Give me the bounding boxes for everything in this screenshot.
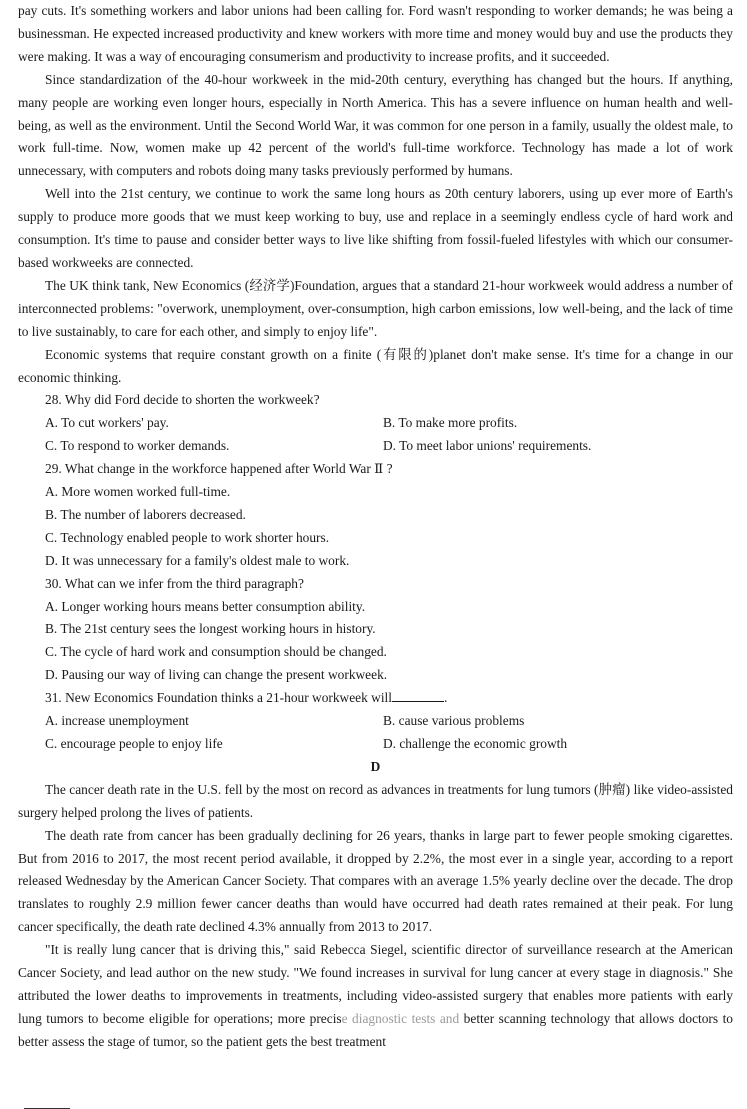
question-29 [18, 458, 733, 573]
option-a: A. increase unemployment [45, 713, 189, 729]
option-c: C. encourage people to enjoy life [45, 736, 223, 751]
option-d: D. Pausing our way of living can change the present workweek. [45, 667, 388, 683]
paragraph [18, 939, 733, 1054]
option-a: A. To cut workers' pay. [45, 415, 169, 431]
question-stem-text: 31. New Economics Foundation thinks a 21-hour workweek will [45, 690, 392, 706]
section-heading: D [370, 758, 381, 774]
question-28 [18, 389, 733, 458]
question-30 [18, 573, 733, 688]
paragraph: The UK think tank, New Economics (经济学)Foundation, argues that a standard 21-hour workweek would address a number of interconnected problems: "overwork, unemployment, over-consumption, high carbon emissions, low well-being, and the lack of time to live sustainably, to care for each other, and simply to enjoy life". [18, 277, 733, 339]
question-stem: 28. Why did Ford decide to shorten the workweek? [45, 392, 320, 408]
question-stem-end: . [444, 690, 448, 706]
paragraph: Since standardization of the 40-hour workweek in the mid-20th century, everything has changed but the hours. If anything, many people are working even longer hours, especially in North America. This has a severe influence on human health and well-being, as well as the environment. Until the Second World War, it was common for one person in a family, usually the oldest male, to work full-time. Now, women make up 42 percent of the world's full-time workforce. Technology has made a lot of work unnecessary, with computers and robots doing many tasks previously performed by humans. [18, 71, 733, 179]
option-b: B. To make more profits. [383, 415, 518, 431]
question-stem: 29. What change in the workforce happened after World War Ⅱ ? [45, 461, 393, 477]
option-c: C. The cycle of hard work and consumption should be changed. [45, 644, 387, 660]
passage-d [18, 779, 733, 1054]
smudged-text: e diagnostic tests and [341, 1010, 460, 1026]
answer-blank [392, 689, 444, 702]
option-b: B. The number of laborers decreased. [45, 506, 246, 522]
paragraph: The cancer death rate in the U.S. fell by the most on record as advances in treatments for lung tumors (肿瘤) like video-assisted surgery helped prolong the lives of patients. [18, 781, 733, 820]
paragraph: Well into the 21st century, we continue to work the same long hours as 20th century laborers, using up ever more of Earth's supply to produce more goods that we must keep working to buy, use and replace in a seemingly endless cycle of hard work and consumption. It's time to pause and consider better ways to live like shifting from fossil-fueled lifestyles with which our consumer-based workweeks are connected. [18, 186, 733, 270]
option-d: D. It was unnecessary for a family's oldest male to work. [45, 552, 350, 568]
option-c: C. Technology enabled people to work shorter hours. [45, 529, 330, 545]
paragraph: pay cuts. It's something workers and labor unions had been calling for. Ford wasn't responding to worker demands; he was being a businessman. He expected increased productivity and knew workers with more time and money would buy and use the products they were making. It was a way of encouraging consumerism and productivity to increase profits, and it succeeded. [18, 3, 733, 64]
paragraph: The death rate from cancer has been gradually declining for 26 years, thanks in large part to fewer people smoking cigarettes. But from 2016 to 2017, the most recent period available, it dropped by 2.2%, the most ever in a single year, according to a report released Wednesday by the American Cancer Society. That compares with an average 1.5% yearly decline over the decade. The drop translates to roughly 2.9 million fewer cancer deaths than would have occurred had death rates remained at their peak. For lung cancer specifically, the death rate declined 4.3% annually from 2013 to 2017. [18, 827, 733, 935]
option-b: B. cause various problems [383, 713, 525, 729]
passage-c-tail [18, 0, 733, 389]
option-a: A. More women worked full-time. [45, 484, 231, 500]
paragraph-main: "It is really lung cancer that is driving this," said Rebecca Siegel, scientific director of surveillance research at the American Cancer Society, and lead author on the new study. "We found increases in survival for lung cancer at every stage in diagnosis." She attributed the lower deaths to improvements in treatments, including video-assisted surgery that enables more patients with early lung tumors to become eligible for operations; more precis [18, 942, 733, 1026]
option-d: D. To meet labor unions' requirements. [383, 438, 592, 454]
question-stem [18, 687, 733, 710]
question-31 [18, 687, 733, 756]
option-b: B. The 21st century sees the longest working hours in history. [45, 621, 376, 637]
option-d: D. challenge the economic growth [383, 736, 568, 751]
option-a: A. Longer working hours means better consumption ability. [45, 598, 366, 614]
option-c: C. To respond to worker demands. [45, 438, 230, 454]
paragraph: Economic systems that require constant growth on a finite (有限的)planet don't make sense. It's time for a change in our economic thinking. [18, 346, 733, 385]
question-stem: 30. What can we infer from the third paragraph? [45, 575, 304, 591]
paragraph-tail: better scanning technology that allows doctors to better assess the stage of tumor, so the patient gets the best treatment [18, 1010, 733, 1049]
